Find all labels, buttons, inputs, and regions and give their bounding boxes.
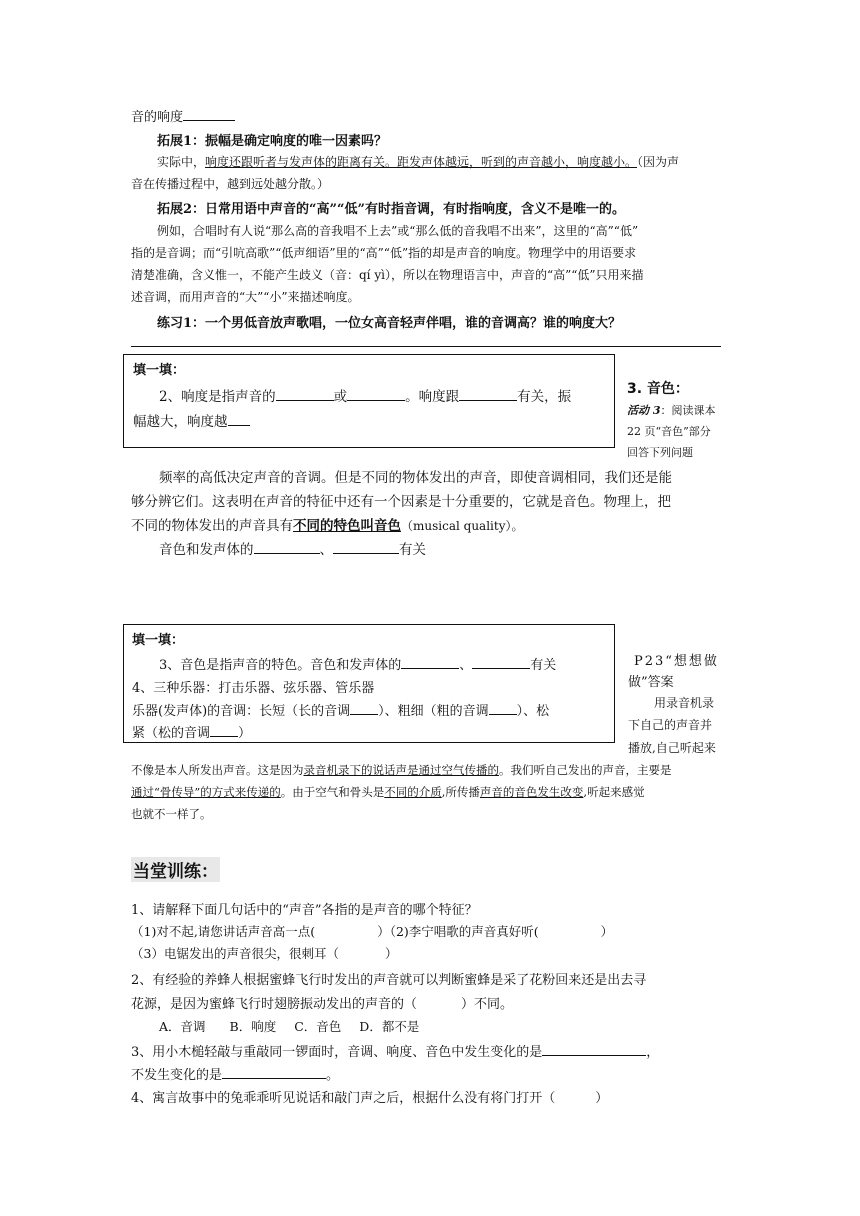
question-2-options [159,1017,419,1035]
fill-in-box-2 [123,624,615,743]
intro-line-1: 音的响度 [131,106,235,125]
fill-in-title: 填一填： [132,633,185,648]
question-1-part-1-2: （1)对不起,请您讲话声音高一点( ）（2)李宁唱歌的声音真好听( ） [131,924,614,939]
p23-answer-text-1: 用录音机录 [654,696,715,710]
answer-blank[interactable] [254,540,320,554]
extension-1-body: 实际中，响度还跟听者与发声体的距离有关。距发声体越远，听到的声音越小，响度越小。（因为声 [157,155,680,169]
question-2-line-2: 花源，是因为蜜蜂飞行时翅膀振动发出的声音的（ ）不同。 [131,997,514,1012]
fill-in-line-2: 4、三种乐器：打击乐器、弦乐器、管乐器 [132,681,375,696]
fill-in-line-4: 紧（松的音调 ） [132,722,251,741]
fill-in-line-2: 幅越大，响度越 [133,410,250,430]
answer-line[interactable] [131,346,721,347]
extension-2-title: 拓展2：日常用语中声音的“高”“低”有时指音调，有时指响度，含义不是唯一的。 [157,202,625,217]
answer-blank[interactable] [228,412,250,426]
timbre-paragraph-3: 不同的物体发出的声音具有不同的特色叫音色（musical quality）。 [131,518,524,534]
option-c[interactable]: C．音色 [294,1019,342,1034]
question-3: 3、用小木槌轻敲与重敲同一锣面时，音调、响度、音色中发生变化的是 ， [131,1041,659,1060]
activity-3-note-2: 22 页“音色”部分 [627,425,711,438]
answer-blank[interactable] [347,387,405,401]
answer-blank[interactable] [333,540,399,554]
extension-2-line-2: 指的是音调；而“引吭高歌”“低声细语”里的“高”“低”指的却是声音的响度。物理学中的用语要求 [131,246,637,260]
answer-paragraph-3: 也就不一样了。 [131,807,212,821]
p23-answer-title: P23“想想做 [634,654,719,669]
fill-in-title: 填一填： [133,363,186,378]
answer-blank[interactable] [222,1065,326,1079]
answer-blank[interactable] [459,387,517,401]
timbre-paragraph-2: 够分辨它们。这表明在声音的特征中还有一个因素是十分重要的，它就是音色。物理上，把 [131,494,671,510]
option-d[interactable]: D．都不是 [359,1019,420,1034]
option-a[interactable]: A．音调 [159,1019,206,1034]
activity-3-note: 活动 3：阅读课本 [627,404,716,417]
section-heading-timbre: 3. 音色： [627,381,689,397]
option-b[interactable]: B．响度 [229,1019,277,1034]
answer-paragraph-1: 不像是本人所发出声音。这是因为录音机录下的说话声是通过空气传播的。我们听自己发出的声音，主要是 [131,763,672,777]
extension-2-line-4: 述音调，而用声音的“大”“小”来描述响度。 [131,290,360,304]
question-4: 4、寓言故事中的兔乖乖听见说话和敲门声之后，根据什么没有将门打开（ ） [131,1091,609,1106]
answer-blank[interactable] [542,1042,646,1056]
practice-1: 练习1：一个男低音放声歌唱，一位女高音轻声伴唱，谁的音调高？谁的响度大？ [157,316,622,331]
p23-answer-text-2: 下自己的声音并 [628,718,713,732]
extension-2-line-1: 例如，合唱时有人说“那么高的音我唱不上去”或“那么低的音我唱不出来”，这里的“高”“低” [157,224,639,238]
fill-in-line-3: 乐器(发声体)的音调：长短（长的音调 ）、粗细（粗的音调 ）、松 [132,700,549,719]
fill-in-line-1: 3、音色是指声音的特色。音色和发声体的 、 有关 [159,654,556,673]
fill-in-line-1: 2、响度是指声音的 或 。响度跟 有关，振 [159,389,572,405]
question-1: 1、请解释下面几句话中的“声音”各指的是声音的哪个特征？ [131,903,478,918]
extension-2-line-3: 清楚准确，含义惟一，不能产生歧义（音：qí yì），所以在物理语言中，声音的“高”“低”只用来描 [131,268,644,282]
answer-blank[interactable] [210,723,238,737]
p23-answer-text-3: 播放,自己听起来 [628,741,716,755]
answer-blank[interactable] [350,701,378,715]
question-2: 2、有经验的养蜂人根据蜜蜂飞行时发出的声音就可以判断蜜蜂是采了花粉回来还是出去寻 [131,973,647,988]
fill-in-box-1 [123,354,615,448]
section-heading-training: 当堂训练： [131,857,220,882]
extension-1-title: 拓展1：振幅是确定响度的唯一因素吗？ [157,134,388,149]
extension-1-body-2: 音在传播过程中，越到远处越分散。） [131,177,330,191]
answer-blank[interactable] [183,107,235,121]
question-3-line-2: 不发生变化的是 。 [131,1064,339,1083]
answer-blank[interactable] [489,701,517,715]
question-1-part-3: （3）电锯发出的声音很尖，很刺耳（ ） [131,946,398,961]
answer-blank[interactable] [401,655,459,669]
timbre-paragraph-4: 音色和发声体的 、 有关 [159,542,426,558]
activity-3-note-3: 回答下列问题 [627,446,693,459]
answer-paragraph-2: 通过“骨传导”的方式来传递的。由于空气和骨头是不同的介质,所传播声音的音色发生改变,听起来感觉 [131,785,645,799]
answer-blank[interactable] [276,387,334,401]
answer-blank[interactable] [472,655,530,669]
timbre-paragraph-1: 频率的高低决定声音的音调。但是不同的物体发出的声音，即使音调相同，我们还是能 [159,470,672,486]
p23-answer-title-2: 做”答案 [628,675,674,690]
